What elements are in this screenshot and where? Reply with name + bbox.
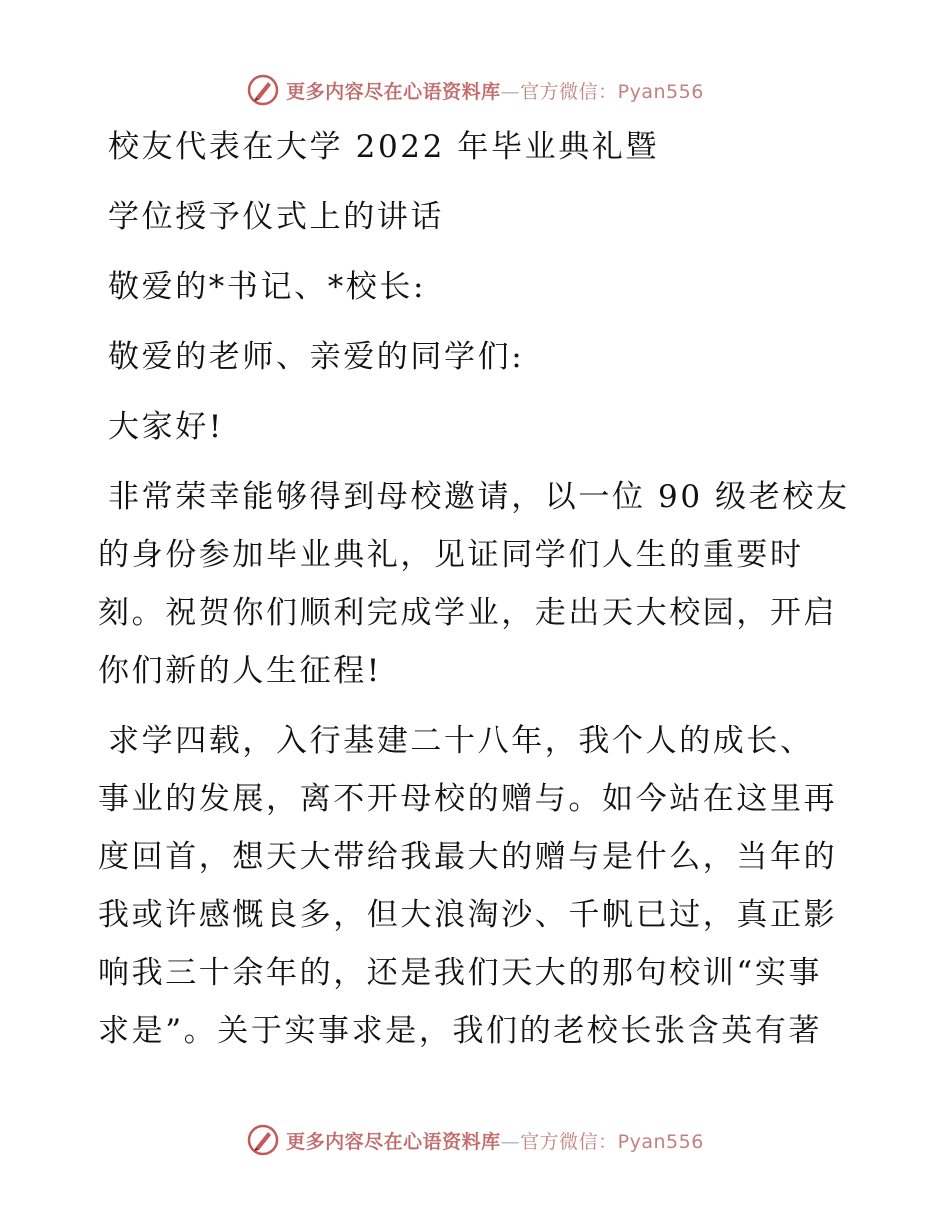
watermark-main: 更多内容尽在心语资料库 bbox=[286, 80, 501, 103]
paragraph-1 bbox=[98, 468, 858, 700]
paragraph-line: 事业的发展，离不开母校的赠与。如今站在这里再 bbox=[98, 781, 838, 817]
greeting-leaders: 敬爱的*书记、*校长: bbox=[108, 269, 427, 305]
watermark-main: 更多内容尽在心语资料库 bbox=[286, 1130, 501, 1153]
header-watermark bbox=[0, 70, 950, 110]
footer-watermark bbox=[0, 1120, 950, 1160]
paragraph-line: 的身份参加毕业典礼，见证同学们人生的重要时 bbox=[98, 537, 804, 573]
watermark-dash: — bbox=[500, 1130, 521, 1153]
paragraph-2 bbox=[98, 712, 858, 1060]
paragraph-line: 刻。祝贺你们顺利完成学业，走出天大校园，开启 bbox=[98, 595, 838, 631]
document-body bbox=[98, 118, 858, 1060]
watermark-dash: — bbox=[500, 80, 521, 103]
title-line-2: 学位授予仪式上的讲话 bbox=[108, 199, 444, 235]
greeting-everyone: 大家好! bbox=[108, 409, 224, 445]
paragraph-line: 度回首，想天大带给我最大的赠与是什么，当年的 bbox=[98, 839, 838, 875]
paragraph-line: 非常荣幸能够得到母校邀请，以一位 90 级老校友 bbox=[108, 479, 850, 515]
watermark-handle: 官方微信：Pyan556 bbox=[520, 1130, 704, 1153]
paragraph-line: 你们新的人生征程! bbox=[98, 653, 382, 689]
watermark-text bbox=[286, 1127, 704, 1154]
pen-logo-icon bbox=[246, 73, 280, 107]
pen-logo-icon bbox=[246, 1123, 280, 1157]
watermark-text bbox=[286, 77, 704, 104]
greeting-teachers-students: 敬爱的老师、亲爱的同学们: bbox=[108, 339, 525, 375]
paragraph-line: 响我三十余年的，还是我们天大的那句校训“实事 bbox=[98, 955, 823, 991]
paragraph-line: 求学四载，入行基建二十八年，我个人的成长、 bbox=[108, 723, 814, 759]
title-line-1: 校友代表在大学 2022 年毕业典礼暨 bbox=[108, 129, 659, 165]
paragraph-line: 求是”。关于实事求是，我们的老校长张含英有著 bbox=[98, 1013, 823, 1049]
paragraph-line: 我或许感慨良多，但大浪淘沙、千帆已过，真正影 bbox=[98, 897, 838, 933]
watermark-handle: 官方微信：Pyan556 bbox=[520, 80, 704, 103]
